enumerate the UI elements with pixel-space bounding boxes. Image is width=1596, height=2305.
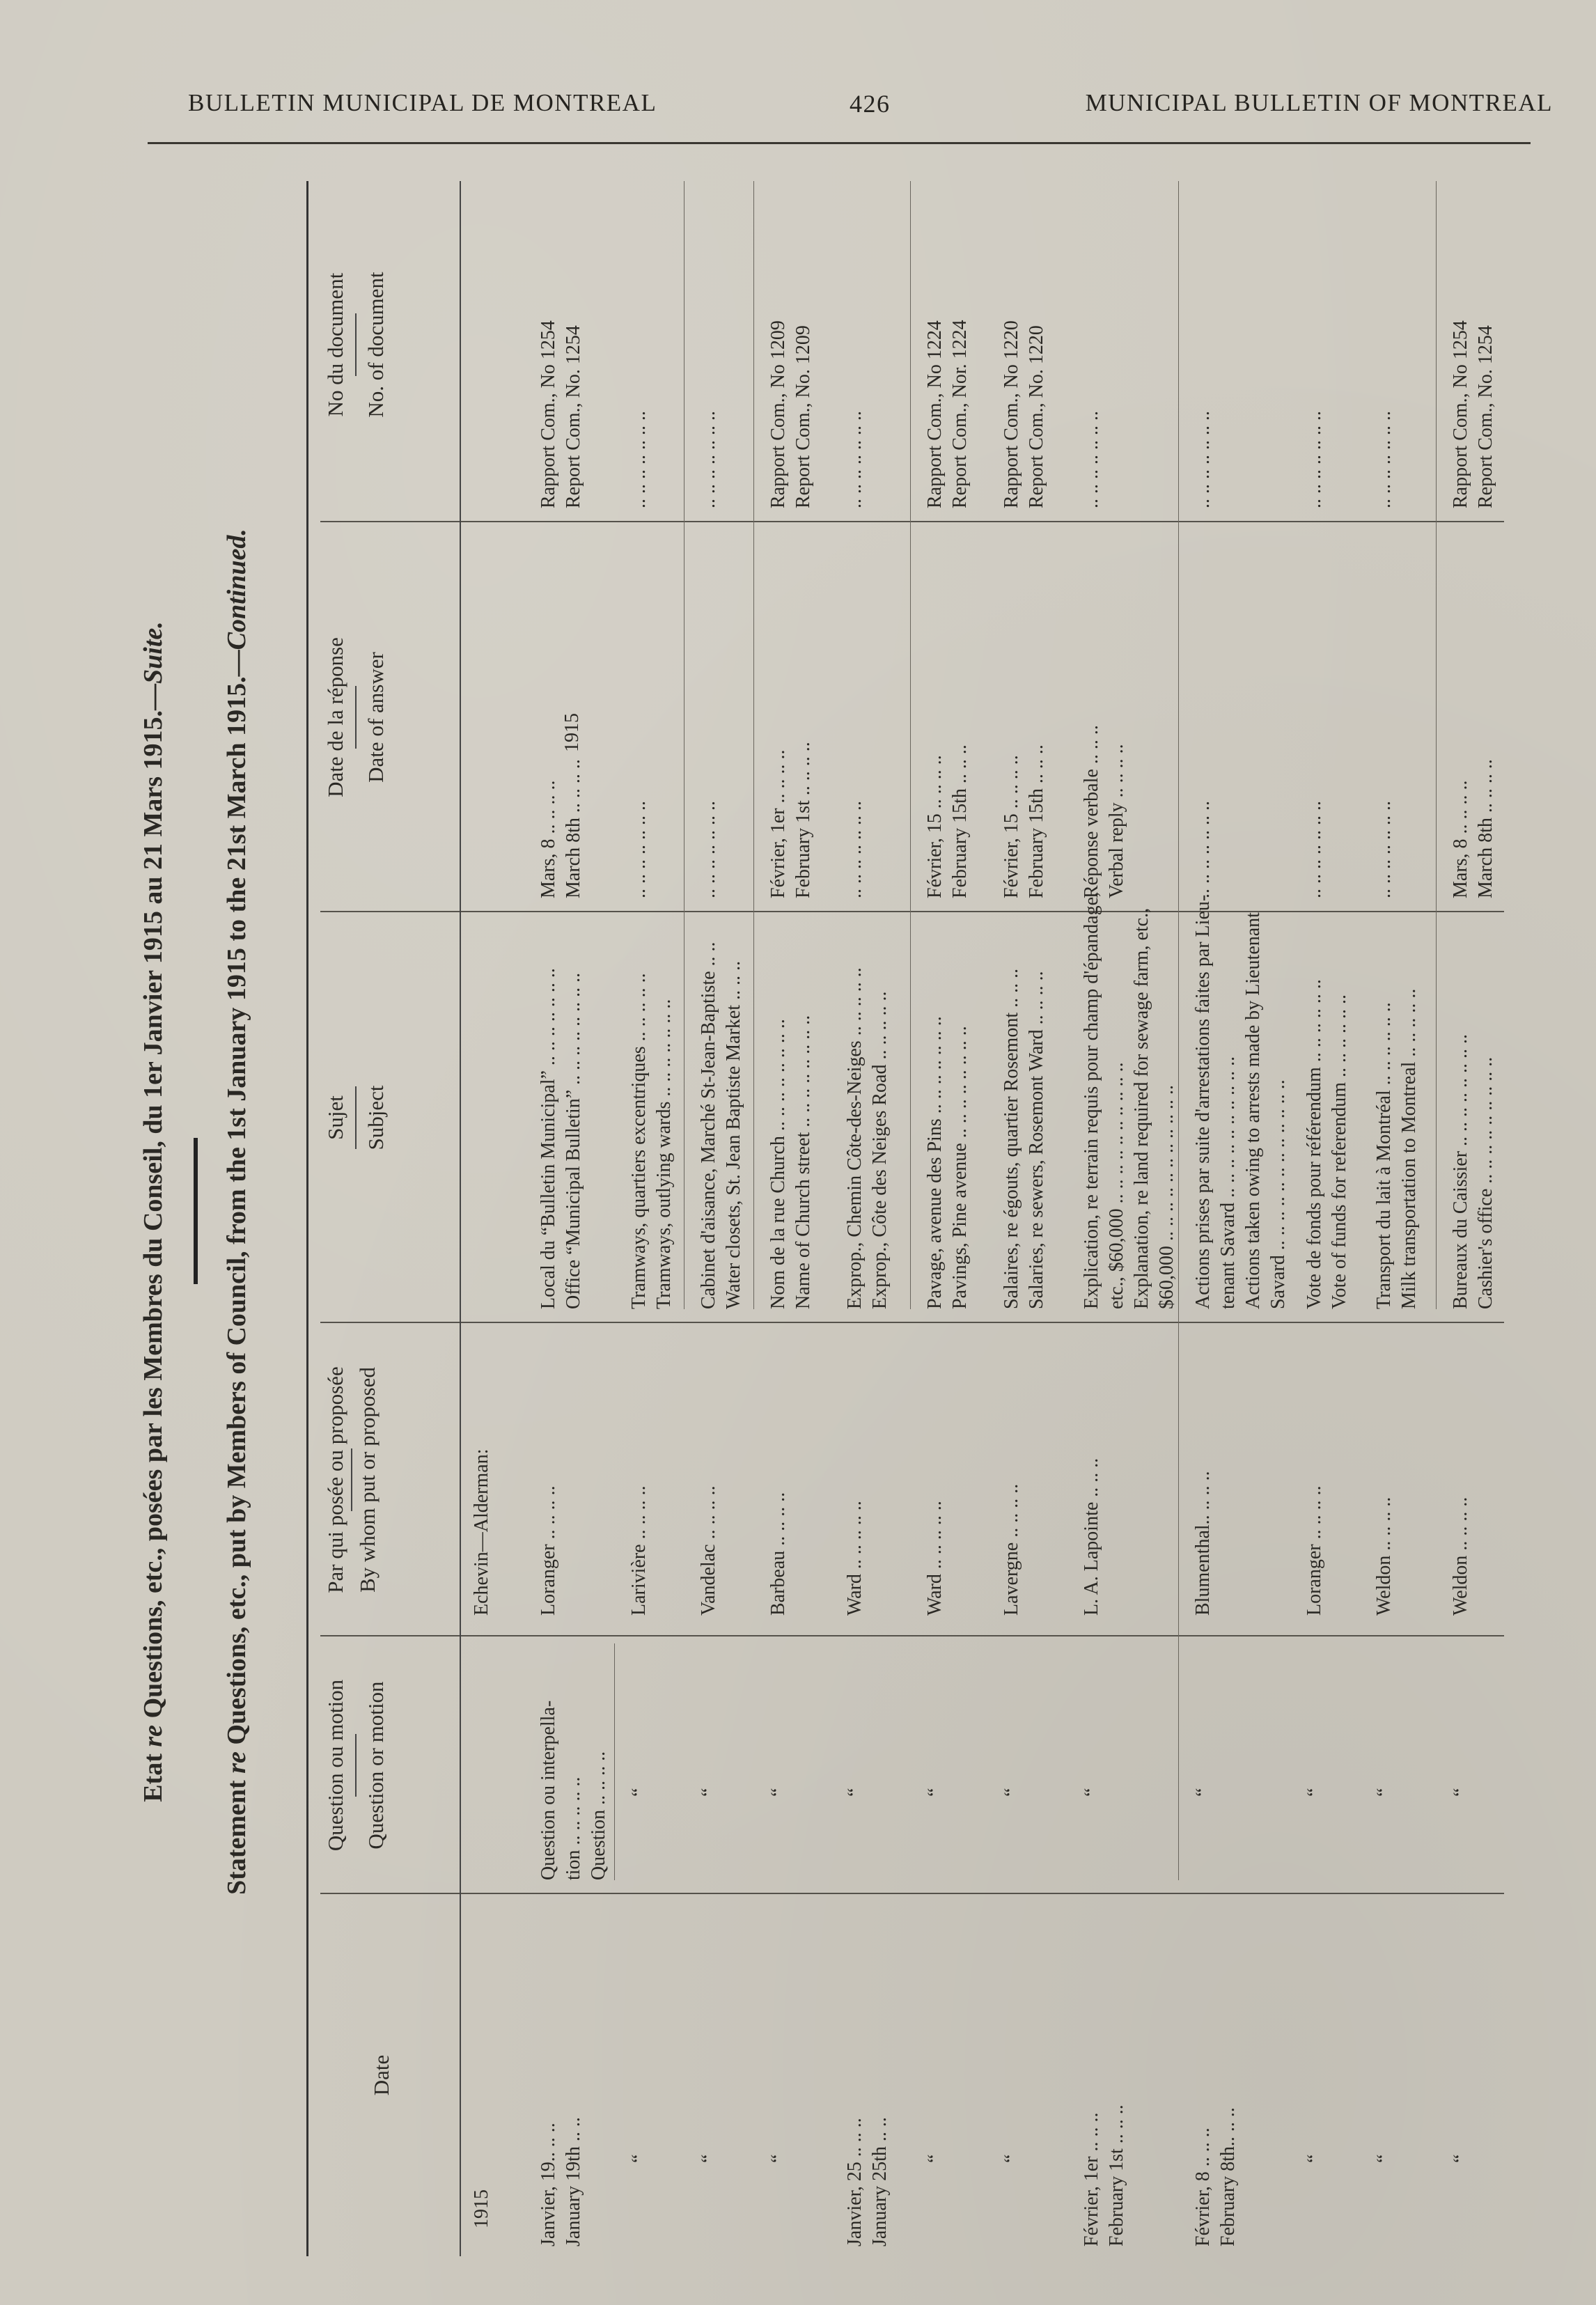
cell-line: “ (1450, 1788, 1471, 1797)
cell-line: Cashier's office .. .. .. .. .. .. .. .. .. (1475, 1056, 1496, 1309)
cell-qm (923, 1788, 948, 1880)
title-english: Statement re Questions, etc., put by Members of Council, from the 1st January 1915 to the 21st March 1915.—Continued. (222, 529, 251, 1895)
cell-line: Report Com., No. 1209 (792, 325, 814, 508)
cell-who (1448, 1497, 1473, 1616)
cell-line: Février, 15 .. .. .. .. (924, 755, 946, 898)
cell-line: “ (1081, 1788, 1102, 1797)
cell-line: $60,000 .. .. .. .. .. .. .. .. .. .. .. (1156, 1085, 1178, 1309)
cell-answer (1191, 801, 1216, 898)
cell-qm (1448, 1788, 1473, 1880)
cell-line: Report Com., Nor. 1224 (949, 320, 971, 508)
header-rule (148, 142, 1531, 144)
cell-line: Barbeau .. .. .. .. (767, 1492, 789, 1616)
cell-line: .. .. .. .. .. .. .. (844, 411, 866, 508)
cell-line: “ (1373, 1788, 1395, 1797)
cell-line: February 1st .. .. .. (1106, 2104, 1127, 2247)
cell-date (1372, 2155, 1397, 2247)
cell-line: Tramways, quartiers excentriques .. .. .. .. .. (628, 973, 650, 1309)
alderman-label: Echevin—Alderman: (471, 1448, 492, 1616)
cell-line: Explanation, re land required for sewage farm, etc., (1131, 907, 1152, 1309)
cell-line: .. .. .. .. .. .. .. (844, 801, 866, 898)
cell-who (627, 1485, 652, 1616)
cell-line: Milk transportation to Montreal .. .. .. .. .. (1398, 988, 1420, 1309)
header-subject-en: Subject (363, 1085, 388, 1150)
cell-line: .. .. .. .. .. .. .. (698, 411, 719, 508)
cell-line: “ (844, 1788, 866, 1797)
cell-line: Weldon .. .. .. .. (1450, 1497, 1471, 1616)
cell-line: tenant Savard .. .. .. .. .. .. .. .. .. .. (1217, 1056, 1239, 1309)
cell-date (1448, 2155, 1473, 2247)
cell-qm (843, 1788, 868, 1880)
cell-answer (923, 744, 973, 898)
cell-line: .. .. .. .. .. .. .. (1081, 411, 1102, 508)
cell-answer (843, 801, 868, 898)
cell-line: .. .. .. .. .. .. .. (1192, 801, 1214, 898)
cell-line: Bureaux du Caissier .. .. .. .. .. .. .. .. (1450, 1033, 1471, 1309)
cell-line: Transport du lait à Montréal .. .. .. .. .. .. (1373, 1002, 1395, 1309)
cell-line: Local du “Bulletin Municipal” .. .. .. .. .. .. .. (538, 968, 559, 1309)
cell-qm (627, 1788, 652, 1880)
cell-who (1302, 1485, 1327, 1616)
cell-doc (999, 320, 1049, 508)
cell-line: Explication, re terrain requis pour champ d'épandage, (1081, 891, 1102, 1309)
cell-date (696, 2155, 721, 2247)
col-question-header (306, 1636, 1525, 1894)
cell-line: Ward .. .. .. .. .. (844, 1501, 866, 1616)
cell-who (999, 1484, 1024, 1616)
cell-subject (766, 1015, 816, 1309)
cell-line: .. .. .. .. .. .. .. (1373, 801, 1395, 898)
cell-who (1372, 1497, 1397, 1616)
cell-who (843, 1501, 868, 1616)
cell-line: Février, 1er .. .. .. (1081, 2112, 1102, 2247)
cell-line: Ward .. .. .. .. .. (924, 1501, 946, 1616)
cell-date (1191, 2107, 1241, 2247)
cell-subject (923, 1016, 973, 1309)
cell-line: “ (924, 2154, 946, 2163)
header-answer-en: Date of answer (363, 652, 388, 783)
cell-qm (1372, 1788, 1397, 1880)
cell-line: Loranger .. .. .. .. (1304, 1485, 1325, 1616)
cell-qm (1302, 1788, 1327, 1880)
cell-line: Rapport Com., No 1220 (1001, 320, 1022, 508)
cell-line: “ (1192, 1788, 1214, 1797)
cell-line: Rapport Com., No 1224 (924, 320, 946, 508)
cell-doc (1372, 411, 1397, 508)
cell-answer (766, 742, 816, 898)
cell-qm (1191, 1788, 1216, 1880)
header-who-en-1: By whom put or (355, 1451, 380, 1593)
header-question-en: Question or motion (363, 1681, 388, 1850)
cell-line: January 19th .. .. (563, 2117, 584, 2247)
cell-doc (696, 411, 721, 508)
cell-subject (843, 967, 893, 1309)
cell-line: Pavage, avenue des Pins .. .. .. .. .. .. .. (924, 1016, 946, 1309)
cell-answer (627, 801, 652, 898)
cell-line: Février, 8 .. .. .. (1192, 2127, 1214, 2247)
cell-line: .. .. .. .. .. .. .. (1192, 411, 1214, 508)
year-date: 1915 (471, 2189, 492, 2228)
cell-line: Vandelac .. .. .. .. (698, 1485, 719, 1616)
cell-doc (536, 320, 586, 508)
cell-line: Mars, 8 .. .. .. .. (1450, 780, 1471, 898)
header-who-en-2: proposed (355, 1367, 380, 1446)
cell-line: Verbal reply .. .. .. .. (1106, 744, 1127, 898)
cell-line: .. .. .. .. .. .. .. (1373, 411, 1395, 508)
cell-line: L. A. Lapointe .. .. .. (1081, 1458, 1102, 1616)
cell-subject (999, 969, 1049, 1309)
header-who-fr-2: proposée (323, 1366, 347, 1445)
cell-line: Office “Municipal Bulletin” .. .. .. .. .. .. .. .. (563, 972, 584, 1309)
cell-line: March 8th .. .. .. .. (1475, 759, 1496, 898)
cell-line: January 25th .. .. (869, 2117, 891, 2247)
cell-who (536, 1485, 561, 1616)
cell-line: etc., $60,000 .. .. .. .. .. .. .. .. .. .. (1106, 1062, 1127, 1309)
cell-line: Mars, 8 .. .. .. .. (538, 780, 559, 898)
cell-line: Name of Church street .. .. .. .. .. .. .. .. (792, 1015, 814, 1309)
questions-table (306, 167, 1525, 2256)
cell-line: Actions taken owing to arrests made by Lieutenant (1242, 912, 1264, 1309)
cell-line: “ (767, 1788, 789, 1797)
cell-line: Exprop., Chemin Côte-des-Neiges .. .. .. .. .. (844, 967, 866, 1309)
row-rule (753, 181, 754, 1309)
cell-date (536, 2117, 586, 2247)
cell-subject (536, 968, 586, 1309)
cell-line: February 15th .. .. .. (949, 744, 971, 898)
row-rule (1178, 181, 1179, 1880)
cell-line: Report Com., No. 1254 (1475, 325, 1496, 508)
header-bottom-rule (460, 181, 461, 2256)
cell-date (999, 2155, 1024, 2247)
cell-line: “ (767, 2154, 789, 2163)
cell-line: Réponse verbale .. .. .. (1081, 725, 1102, 898)
cell-who (923, 1501, 948, 1616)
cell-line: Actions prises par suite d'arrestations faites par Lieu- (1192, 894, 1214, 1309)
row-rule (910, 181, 911, 1309)
cell-line: “ (1450, 2154, 1471, 2163)
cell-doc (1448, 320, 1499, 508)
cell-line: .. .. .. .. .. .. .. (628, 411, 650, 508)
cell-line: “ (1304, 2154, 1325, 2163)
cell-line: Février, 1er .. .. .. .. (767, 749, 789, 898)
cell-line: Loranger .. .. .. .. (538, 1485, 559, 1616)
cell-line: .. .. .. .. .. .. .. (698, 801, 719, 898)
header-subject-fr: Sujet (323, 1095, 347, 1140)
cell-line: “ (698, 1788, 719, 1797)
cell-line: Tramways, outlying wards .. .. .. .. .. .. .. (653, 999, 675, 1309)
cell-line: Weldon .. .. .. .. (1373, 1497, 1395, 1616)
cell-doc (1302, 411, 1327, 508)
row-rule (614, 1643, 615, 1880)
cell-answer (999, 744, 1049, 898)
running-head-right: MUNICIPAL BULLETIN OF MONTREAL (1085, 89, 1553, 116)
year-answer: 1915 (561, 713, 583, 752)
cell-line: “ (628, 1788, 650, 1797)
cell-doc (843, 411, 868, 508)
cell-who (1079, 1458, 1104, 1616)
header-question-fr: Question ou motion (323, 1679, 347, 1852)
col-answer-header (306, 522, 1525, 912)
page-number: 426 (850, 90, 891, 118)
running-head-left: BULLETIN MUNICIPAL DE MONTREAL (188, 89, 657, 116)
cell-line: Salaires, re égouts, quartier Rosemont .. .. .. (1001, 968, 1022, 1309)
cell-subject (1079, 892, 1180, 1309)
cell-answer (1079, 725, 1129, 898)
cell-line: “ (1373, 2154, 1395, 2163)
cell-subject (1191, 895, 1291, 1309)
cell-line: Lavergne .. .. .. .. (1001, 1483, 1022, 1616)
cell-who (1191, 1471, 1216, 1616)
cell-line: Larivière .. .. .. .. (628, 1485, 650, 1616)
col-document-header (306, 167, 1525, 522)
cell-line: Février, 15 .. .. .. .. (1001, 755, 1022, 898)
cell-qm (1079, 1788, 1104, 1880)
cell-line: “ (1001, 1788, 1022, 1797)
cell-answer (696, 801, 721, 898)
cell-line: February 15th .. .. .. (1026, 744, 1047, 898)
header-document-fr: No du document (323, 272, 347, 417)
cell-line: Cabinet d'aisance, Marché St-Jean-Baptiste .. .. (698, 941, 719, 1309)
cell-line: “ (1001, 2154, 1022, 2163)
cell-date (1079, 2104, 1129, 2247)
cell-date (843, 2117, 893, 2247)
cell-qm (766, 1788, 791, 1880)
cell-line: Water closets, St. Jean Baptiste Market .. .. .. (723, 960, 744, 1309)
cell-line: Rapport Com., No 1209 (767, 320, 789, 508)
cell-doc (923, 320, 973, 508)
cell-line: Vote of funds for referendum .. .. .. .. .. .. (1329, 994, 1350, 1309)
running-head (188, 89, 1553, 131)
cell-line: Savard .. .. .. .. .. .. .. .. .. .. .. .. (1267, 1079, 1289, 1309)
cell-subject (696, 941, 746, 1309)
cell-subject (1372, 989, 1422, 1309)
cell-answer (1372, 801, 1397, 898)
cell-line: Janvier, 25 .. .. .. (844, 2118, 866, 2247)
cell-line: Exprop., Côte des Neiges Road .. .. .. .. .. (869, 991, 891, 1309)
cell-line: “ (924, 1788, 946, 1797)
cell-line: Question ou interpella- (538, 1700, 559, 1880)
cell-line: Report Com., No. 1220 (1026, 325, 1047, 508)
cell-answer (536, 759, 586, 898)
cell-line: Salaries, re sewers, Rosemont Ward .. .. .. .. (1026, 971, 1047, 1309)
cell-doc (766, 320, 816, 508)
cell-line: “ (1304, 1788, 1325, 1797)
cell-who (696, 1485, 721, 1616)
cell-line: Report Com., No. 1254 (563, 325, 584, 508)
cell-line: Rapport Com., No 1254 (538, 320, 559, 508)
cell-line: Rapport Com., No 1254 (1450, 320, 1471, 508)
cell-qm (696, 1788, 721, 1880)
cell-doc (1191, 411, 1216, 508)
cell-subject (627, 973, 677, 1309)
cell-line: Question .. .. .. .. (588, 1751, 609, 1880)
cell-line: Nom de la rue Church .. .. .. .. .. .. .. .. (767, 1019, 789, 1309)
title-divider (194, 1138, 198, 1284)
cell-line: tion .. .. .. .. .. (563, 1776, 584, 1880)
cell-date (1302, 2155, 1327, 2247)
cell-qm (536, 1701, 611, 1880)
cell-line: “ (698, 2154, 719, 2163)
header-document-en: No. of document (363, 272, 388, 418)
cell-doc (1079, 411, 1104, 508)
cell-subject (1302, 979, 1352, 1309)
cell-subject (1448, 1034, 1499, 1309)
cell-line: .. .. .. .. .. .. .. (1304, 801, 1325, 898)
header-date: Date (369, 2054, 393, 2096)
cell-answer (1448, 759, 1499, 898)
cell-date (766, 2155, 791, 2247)
cell-line: March 8th .. .. .. .. (563, 759, 584, 898)
cell-line: February 1st .. .. .. .. (792, 742, 814, 898)
header-who-fr-1: Par qui posée ou (323, 1449, 347, 1593)
cell-qm (999, 1788, 1024, 1880)
cell-line: Vote de fonds pour référendum .. .. .. .. .. .. (1304, 979, 1325, 1309)
header-answer-fr: Date de la réponse (323, 637, 347, 797)
cell-who (766, 1492, 791, 1616)
cell-answer (1302, 801, 1327, 898)
title-french: Etat re Questions, etc., posées par les Membres du Conseil, du 1er Janvier 1915 au 21 Mars 1915.—Suite. (139, 621, 168, 1802)
cell-line: .. .. .. .. .. .. .. (1304, 411, 1325, 508)
cell-line: Pavings, Pine avenue .. .. .. .. .. .. .. .. (949, 1026, 971, 1309)
cell-line: “ (628, 2154, 650, 2163)
cell-line: February 8th.. .. .. (1217, 2107, 1239, 2247)
cell-line: .. .. .. .. .. .. .. (628, 801, 650, 898)
cell-date (923, 2155, 948, 2247)
rotated-table-page (132, 167, 1525, 2256)
cell-line: Janvier, 19.. .. .. (538, 2123, 559, 2247)
cell-line: Blumenthal.. .. .. .. (1192, 1471, 1214, 1616)
row-rule (1436, 181, 1437, 1309)
cell-date (627, 2155, 652, 2247)
cell-doc (627, 411, 652, 508)
